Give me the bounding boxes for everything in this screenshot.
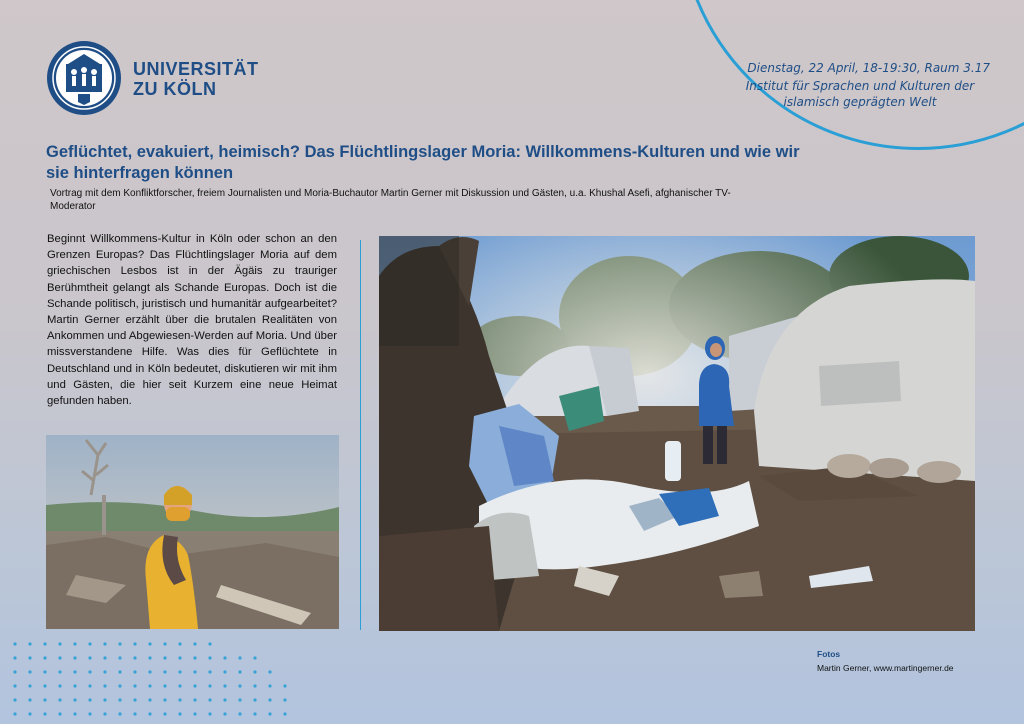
event-title: Geflüchtet, evakuiert, heimisch? Das Flüchtlingslager Moria: Willkommens-Kulturen und wie wir sie hinterfragen können <box>46 143 800 182</box>
event-subtitle: Vortrag mit dem Konfliktforscher, freiem Journalisten und Moria-Buchautor Martin Gerner mit Diskussion und Gästen, u.a. Khushal Asefi, afghanischer TV-Moderator <box>50 188 731 212</box>
event-institute: Institut für Sprachen und Kulturen der islamisch geprägten Welt <box>745 79 975 109</box>
event-info <box>730 60 990 110</box>
photo-woman-ruins <box>46 435 339 629</box>
university-name <box>133 59 259 99</box>
event-date-room: Dienstag, 22 April, 18-19:30, Raum 3.17 <box>747 61 990 75</box>
event-description: Beginnt Willkommens-Kultur in Köln oder schon an den Grenzen Europas? Das Flüchtlingslager Moria auf dem griechischen Lesbos ist in der Ägäis zu trauriger Berühmtheit gelangt als Schande Europas. Doch ist die Schande politisch, juristisch und humanitär aufgearbeitet? Martin Gerner erzählt über die brutalen Realitäten von Ankommen und Abgewiesen-Werden auf Moria. Und über missverstandene Hilfe. Was dies für Geflüchtete in Deutschland und in Köln bedeutet, diskutieren wir mit ihm und Gästen, die hier seit Kurzem eine neue Heimat gefunden haben. <box>47 233 337 408</box>
university-name-line1: UNIVERSITÄT <box>133 59 259 79</box>
photo-credits-label: Fotos <box>817 649 841 659</box>
photo-credits <box>817 647 954 675</box>
university-name-line2: ZU KÖLN <box>133 79 217 99</box>
photo-credits-text: Martin Gerner, www.martingerner.de <box>817 663 954 673</box>
photo-moria-camp <box>379 236 975 631</box>
column-divider <box>360 240 361 630</box>
decorative-dot-pattern <box>10 640 310 720</box>
university-seal-icon <box>46 40 122 116</box>
